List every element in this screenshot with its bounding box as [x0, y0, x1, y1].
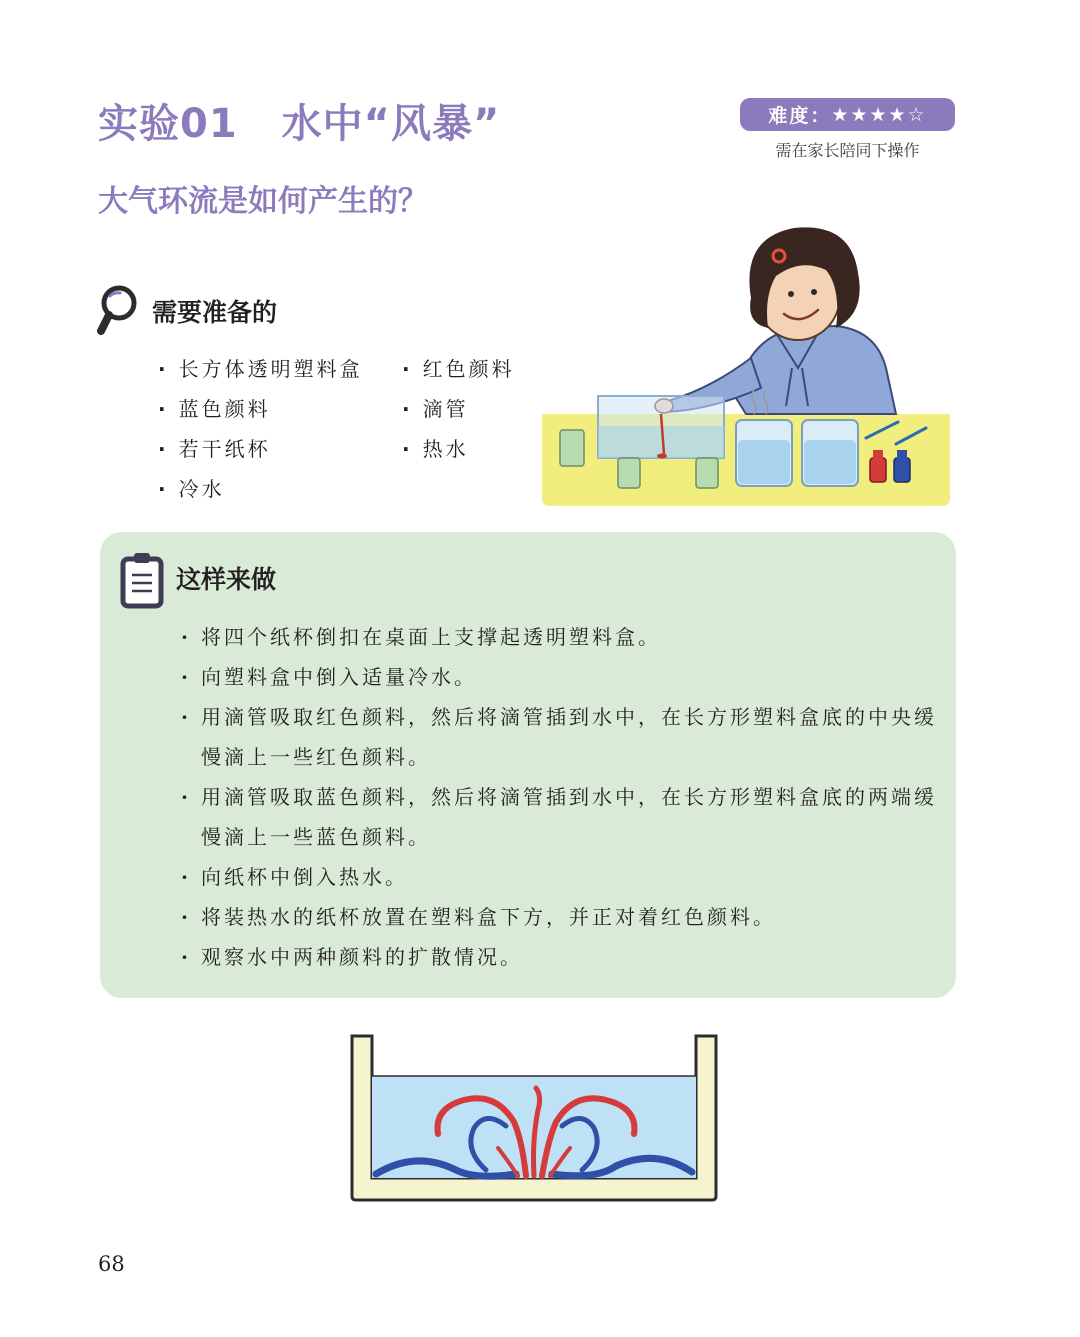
list-item: · 向塑料盒中倒入适量冷水。: [181, 657, 941, 697]
steps-heading: 这样来做: [176, 565, 277, 594]
experiment-number: 实验01: [98, 101, 238, 147]
difficulty-label: 难度：: [768, 105, 832, 127]
experiment-title: 水中“风暴”: [281, 101, 501, 147]
list-item: · 滴管: [402, 395, 515, 435]
list-item: · 长方体透明塑料盒: [158, 355, 363, 395]
supervision-note: 需在家长陪同下操作: [775, 141, 920, 160]
materials-heading: 需要准备的: [152, 298, 278, 327]
page-title: [98, 92, 500, 149]
list-item: · 向纸杯中倒入热水。: [181, 857, 941, 897]
list-item: · 若干纸杯: [158, 435, 363, 475]
list-item: · 将四个纸杯倒扣在桌面上支撑起透明塑料盒。: [181, 617, 941, 657]
list-item: · 用滴管吸取红色颜料，然后将滴管插到水中，在长方形塑料盒底的中央缓慢滴上一些红色颜料。: [181, 697, 941, 777]
list-item: · 红色颜料: [402, 355, 515, 395]
list-item: · 用滴管吸取蓝色颜料，然后将滴管插到水中，在长方形塑料盒底的两端缓慢滴上一些蓝色颜料。: [181, 777, 941, 857]
list-item: · 冷水: [158, 475, 363, 515]
list-item: · 观察水中两种颜料的扩散情况。: [181, 937, 941, 977]
difficulty-badge: [740, 98, 955, 131]
materials-list-right: [402, 355, 515, 475]
page-number: 68: [98, 1252, 125, 1276]
list-item: · 热水: [402, 435, 515, 475]
difficulty-stars: ★★★★☆: [831, 103, 927, 126]
convection-illustration: [346, 1030, 722, 1208]
materials-list-left: [158, 355, 363, 515]
magnifier-icon: [96, 284, 140, 338]
list-item: · 蓝色颜料: [158, 395, 363, 435]
clipboard-icon: [120, 551, 164, 609]
page-subtitle: 大气环流是如何产生的？: [98, 184, 428, 219]
experiment-illustration: [536, 218, 956, 513]
steps-list: [181, 617, 941, 977]
list-item: · 将装热水的纸杯放置在塑料盒下方，并正对着红色颜料。: [181, 897, 941, 937]
